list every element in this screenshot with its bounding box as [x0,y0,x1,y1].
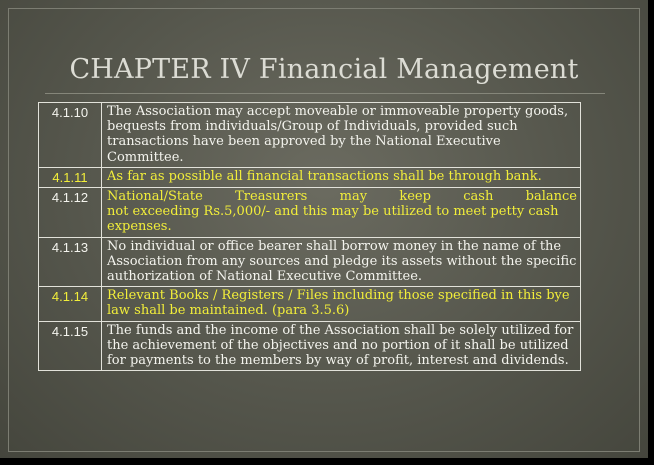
rule-number: 4.1.12 [39,188,102,238]
rule-text: The funds and the income of the Association shall be solely utilized for the achievement of the objectives and no portion of it shall be utilized for payments to the members by way of profit, interest and dividends. [102,321,581,371]
rule-text [102,188,581,238]
table-row [39,188,581,238]
rule-number: 4.1.10 [39,103,102,168]
title-divider [45,93,605,94]
rule-text: Relevant Books / Registers / Files including those specified in this bye law shall be maintained. (para 3.5.6) [102,287,581,321]
table-row [39,321,581,371]
rule-text: No individual or office bearer shall borrow money in the name of the Association from any sources and pledge its assets without the specific authorization of National Executive Committee. [102,237,581,287]
table-row [39,237,581,287]
table-row [39,287,581,321]
rule-number: 4.1.13 [39,237,102,287]
rule-number: 4.1.15 [39,321,102,371]
rule-number: 4.1.11 [39,167,102,187]
rule-text-rest: not exceeding Rs.5,000/- and this may be utilized to meet petty cash expenses. [107,204,559,235]
rule-text-line1: National/State Treasurers may keep cash balance [107,189,577,205]
rule-text: As far as possible all financial transactions shall be through bank. [102,167,581,187]
slide-title: CHAPTER IV Financial Management [69,54,579,85]
rule-number: 4.1.14 [39,287,102,321]
table-row [39,167,581,187]
table-row [39,103,581,168]
rule-text: The Association may accept moveable or immoveable property goods, bequests from individuals/Group of Individuals, provided such transactions have been approved by the National Executive Committee. [102,103,581,168]
bylaw-table [38,102,581,371]
